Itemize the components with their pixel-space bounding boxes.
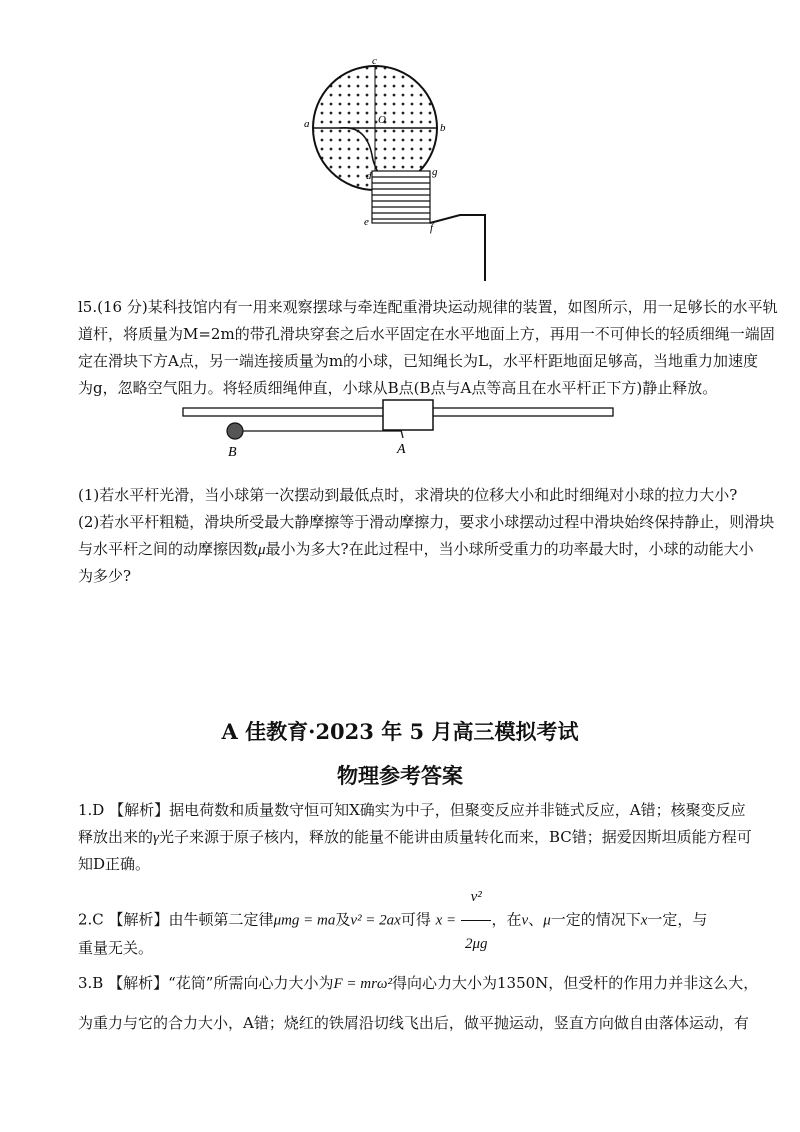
answer2-c: 可得 [400, 910, 431, 929]
label-ball-b: B [228, 445, 237, 460]
answer3-line2: 为重力与它的合力大小，A错；烧红的铁屑沿切线飞出后，做平抛运动，竖直方向做自由落体运动，有 [78, 1014, 749, 1032]
answer1-line3: 知D正确。 [78, 855, 151, 873]
q15-part2-line1: (2)若水平杆粗糙，滑块所受最大静摩擦等于滑动摩擦力，要求小球摆动过程中滑块始终保持静止，则滑块 [78, 513, 775, 531]
figure-slider-pendulum [175, 398, 625, 468]
anchor-point [401, 430, 403, 438]
label-a: a [304, 118, 310, 130]
label-d: d [366, 170, 372, 182]
equation-newton: μmg = ma [273, 912, 336, 929]
slider-block [383, 400, 433, 430]
q15-line-1: l5.(16 分)某科技馆内有一用来观察摆球与牵连配重滑块运动规律的装置，如图所示，用一足够长的水平轨 [78, 298, 778, 316]
q15-line-2: 道杆，将质量为M=2m的带孔滑块穿套之后水平固定在水平地面上方，再用一不可伸长的轻质细绳一端固 [78, 325, 775, 343]
mu-symbol: μ [258, 542, 266, 558]
q15-part2-line2 [78, 538, 754, 561]
label-o: O [378, 114, 386, 126]
q15-part2-line3: 为多少? [78, 567, 132, 585]
q15-line-3: 定在滑块下方A点，另一端连接质量为m的小球，已知绳长为L，水平杆距地面足够高，当地重力加速度 [78, 352, 759, 370]
figure-magnetic-field-diagram [300, 55, 500, 285]
v-symbol: v [521, 912, 529, 929]
equation-centripetal: F = mrω² [333, 976, 392, 992]
answer1-line2 [78, 826, 752, 849]
answer2-e: 、 [528, 910, 544, 929]
equation-kinematic: v² = 2ax [350, 912, 401, 929]
answers-title: A 佳教育·2023 年 5 月高三模拟考试 [221, 719, 579, 744]
answer3-b: 得向心力大小为1350N，但受杆的作用力并非这么大， [392, 974, 759, 992]
fraction-numerator: v² [461, 874, 492, 921]
incline-wall [430, 215, 485, 281]
gamma-symbol: γ [153, 830, 159, 846]
ball [227, 423, 243, 439]
fraction-denominator: 2μg [464, 936, 488, 952]
x-symbol: x [640, 912, 648, 929]
label-g: g [432, 166, 438, 178]
label-f: f [430, 222, 434, 234]
answer2-g: 一定，与 [647, 910, 708, 929]
rail-stack [372, 171, 430, 223]
q15-part2-line2-a: 与水平杆之间的动摩擦因数 [78, 540, 259, 558]
answer2-line2: 重量无关。 [78, 939, 154, 957]
answer1-line2-a: 释放出来的 [78, 828, 154, 846]
answer1-line1: 1.D 【解析】据电荷数和质量数守恒可知X确实为中子，但聚变反应并非链式反应，A错；核聚变反应 [78, 801, 746, 819]
q15-line-4: 为g，忽略空气阻力。将轻质细绳伸直，小球从B点(B点与A点等高且在水平杆正下方)静止释放。 [78, 379, 718, 397]
answer2-d: ，在 [491, 910, 522, 929]
q15-part1: (1)若水平杆光滑，当小球第一次摆动到最低点时，求滑块的位移大小和此时细绳对小球的拉力大小? [78, 486, 738, 504]
answers-subtitle: 物理参考答案 [337, 763, 463, 788]
fraction-lhs: x = [435, 912, 457, 929]
answer3-a: 3.B 【解析】“花筒”所需向心力大小为 [78, 974, 334, 992]
answer2-b: 及 [335, 910, 351, 929]
mu-symbol-2: μ [543, 912, 551, 929]
answer2-f: 一定的情况下 [550, 910, 641, 929]
answer2-a: 2.C 【解析】由牛顿第二定律 [78, 910, 274, 929]
label-c: c [372, 55, 377, 67]
label-point-a: A [397, 442, 406, 457]
q15-part2-line2-b: 最小为多大?在此过程中，当小球所受重力的功率最大时，小球的动能大小 [265, 540, 754, 558]
answer1-line2-b: 光子来源于原子核内，释放的能量不能讲由质量转化而来，BC错；据爱因斯坦质能方程可 [158, 828, 752, 846]
answer3-line1 [78, 972, 759, 995]
label-e: e [364, 216, 369, 228]
label-b: b [440, 122, 446, 134]
